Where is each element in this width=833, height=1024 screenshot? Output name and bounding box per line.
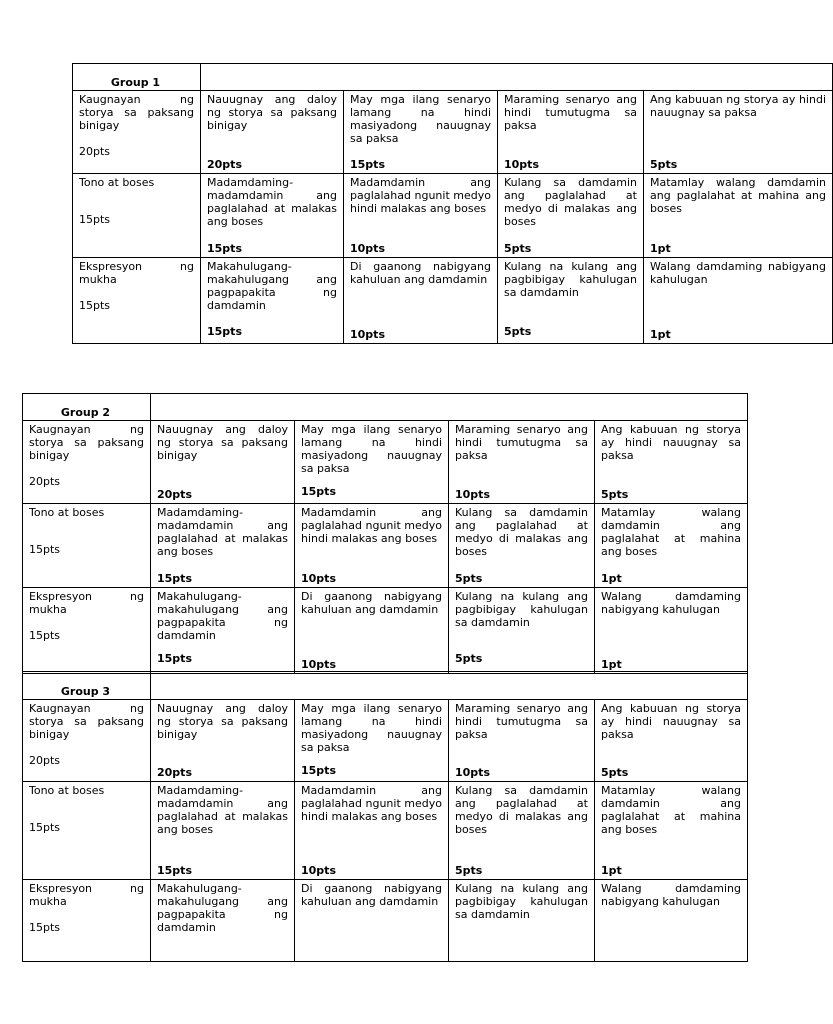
rubric-description: Ang kabuuan ng storya ay hindi nauugnay sa paksa [601,702,741,741]
rubric-description: Matamlay walang damdamin ang paglalahat at mahina ang boses [601,784,741,836]
rubric-points: 15pts [301,764,336,777]
rubric-description: Kulang sa damdamin ang paglalahad at medyo di malakas ang boses [504,176,637,228]
criterion-name: Ekspresyon ng mukha [79,260,194,286]
group-header [73,64,201,91]
rubric-description: May mga ilang senaryo lamang na hindi masiyadong nauugnay sa paksa [301,702,442,754]
rubric-cell [449,880,595,962]
rubric-points: 15pts [301,485,336,498]
criterion-name: Kaugnayan ng storya sa paksang binigay [29,423,144,462]
rubric-cell [449,588,595,674]
header-blank-cell [201,64,833,91]
criterion-name: Tono at boses [29,784,105,797]
header-blank-cell [151,672,748,700]
rubric-description: Kulang na kulang ang pagbibigay kahulugan sa damdamin [455,590,588,629]
rubric-cell [644,258,833,344]
rubric-description: Makahulugang-makahulugang ang pagpapakita ng damdamin [157,590,288,642]
criterion-points: 15pts [29,629,61,642]
rubric-description: Madamdaming-madamdamin ang paglalahad at malakas ang boses [207,176,337,228]
rubric-cell [295,782,449,880]
rubric-description: Matamlay walang damdamin ang paglalahat at mahina ang boses [650,176,826,215]
rubric-cell [344,174,498,258]
rubric-points: 5pts [601,488,629,501]
rubric-description: Nauugnay ang daloy ng storya sa paksang binigay [157,702,288,741]
rubric-description: Walang damdaming nabigyang kahulugan [650,260,826,286]
rubric-cell [201,174,344,258]
rubric-cell [595,880,748,962]
rubric-description: Madamdamin ang paglalahad ngunit medyo hindi malakas ang boses [350,176,491,215]
rubric-table-group-1 [72,63,833,344]
rubric-points: 10pts [455,766,490,779]
group-title: Group 1 [110,76,161,89]
criterion-name: Kaugnayan ng storya sa paksang binigay [79,93,194,132]
rubric-cell [595,504,748,588]
rubric-points: 15pts [350,158,385,171]
rubric-description: May mga ilang senaryo lamang na hindi masiyadong nauugnay sa paksa [301,423,442,475]
rubric-cell [151,588,295,674]
rubric-table-group-3 [22,671,748,962]
group-header [23,394,151,421]
rubric-points: 20pts [157,766,192,779]
rubric-points: 1pt [650,328,671,341]
rubric-points: 10pts [350,328,385,341]
rubric-description: Kulang sa damdamin ang paglalahad at medyo di malakas ang boses [455,784,588,836]
rubric-points: 1pt [601,864,622,877]
rubric-description: Di gaanong nabigyang kahuluan ang damdamin [301,882,442,908]
rubric-cell [151,421,295,504]
rubric-points: 10pts [301,864,336,877]
rubric-cell [151,700,295,782]
rubric-cell [498,258,644,344]
criterion-points: 15pts [79,299,111,312]
rubric-description: Madamdaming-madamdamin ang paglalahad at malakas ang boses [157,784,288,836]
rubric-points: 5pts [650,158,678,171]
rubric-cell [151,504,295,588]
rubric-description: Matamlay walang damdamin ang paglalahat at mahina ang boses [601,506,741,558]
rubric-description: Walang damdaming nabigyang kahulugan [601,882,741,908]
rubric-cell [449,421,595,504]
rubric-points: 5pts [455,864,483,877]
rubric-points: 1pt [650,242,671,255]
rubric-cell [498,91,644,174]
rubric-description: Makahulugang-makahulugang ang pagpapakita ng damdamin [207,260,337,312]
criterion-points: 20pts [29,475,61,488]
rubric-cell [201,91,344,174]
rubric-description: Kulang na kulang ang pagbibigay kahulugan sa damdamin [455,882,588,921]
rubric-cell [295,504,449,588]
group-header [23,672,151,700]
rubric-description: Di gaanong nabigyang kahuluan ang damdamin [350,260,491,286]
rubric-points: 15pts [157,652,192,665]
rubric-points: 15pts [207,242,242,255]
rubric-points: 20pts [157,488,192,501]
rubric-points: 20pts [207,158,242,171]
criterion-points: 15pts [29,821,61,834]
rubric-points: 10pts [455,488,490,501]
rubric-points: 5pts [504,325,532,338]
rubric-cell [151,782,295,880]
rubric-description: Madamdamin ang paglalahad ngunit medyo hindi malakas ang boses [301,506,442,545]
rubric-cell [595,782,748,880]
rubric-points: 10pts [301,572,336,585]
rubric-cell [498,174,644,258]
rubric-description: Di gaanong nabigyang kahuluan ang damdamin [301,590,442,616]
criterion-cell [23,504,151,588]
rubric-points: 5pts [455,572,483,585]
rubric-cell [295,588,449,674]
criterion-points: 15pts [79,213,111,226]
rubric-description: Maraming senaryo ang hindi tumutugma sa paksa [455,423,588,462]
rubric-points: 10pts [301,658,336,671]
rubric-cell [295,421,449,504]
rubric-points: 1pt [601,658,622,671]
rubric-description: Kulang sa damdamin ang paglalahad at medyo di malakas ang boses [455,506,588,558]
criterion-cell [23,782,151,880]
criterion-points: 15pts [29,921,61,934]
rubric-description: Madamdaming-madamdamin ang paglalahad at malakas ang boses [157,506,288,558]
rubric-table-group-2 [22,393,748,674]
criterion-cell [23,880,151,962]
group-title: Group 2 [60,406,111,419]
criterion-name: Ekspresyon ng mukha [29,590,144,616]
rubric-description: Makahulugang-makahulugang ang pagpapakita ng damdamin [157,882,288,934]
rubric-cell [449,782,595,880]
rubric-description: Maraming senaryo ang hindi tumutugma sa paksa [455,702,588,741]
rubric-cell [449,700,595,782]
criterion-name: Kaugnayan ng storya sa paksang binigay [29,702,144,741]
rubric-cell [595,421,748,504]
criterion-name: Ekspresyon ng mukha [29,882,144,908]
rubric-cell [644,91,833,174]
rubric-points: 10pts [504,158,539,171]
group-title: Group 3 [60,685,111,698]
rubric-description: May mga ilang senaryo lamang na hindi masiyadong nauugnay sa paksa [350,93,491,145]
criterion-cell [73,258,201,344]
rubric-description: Kulang na kulang ang pagbibigay kahulugan sa damdamin [504,260,637,299]
criterion-points: 20pts [79,145,111,158]
rubric-points: 15pts [157,864,192,877]
rubric-cell [344,258,498,344]
rubric-points: 5pts [455,652,483,665]
criterion-cell [73,91,201,174]
rubric-cell [295,880,449,962]
criterion-points: 20pts [29,754,61,767]
rubric-cell [595,700,748,782]
criterion-cell [23,421,151,504]
rubric-description: Nauugnay ang daloy ng storya sa paksang binigay [157,423,288,462]
rubric-cell [449,504,595,588]
criterion-cell [23,588,151,674]
criterion-points: 15pts [29,543,61,556]
rubric-points: 15pts [157,572,192,585]
rubric-cell [595,588,748,674]
rubric-cell [151,880,295,962]
rubric-description: Ang kabuuan ng storya ay hindi nauugnay sa paksa [601,423,741,462]
rubric-cell [344,91,498,174]
rubric-points: 15pts [207,325,242,338]
rubric-cell [295,700,449,782]
rubric-description: Walang damdaming nabigyang kahulugan [601,590,741,616]
criterion-name: Tono at boses [29,506,105,519]
rubric-description: Maraming senaryo ang hindi tumutugma sa paksa [504,93,637,132]
rubric-description: Ang kabuuan ng storya ay hindi nauugnay sa paksa [650,93,826,119]
rubric-points: 10pts [350,242,385,255]
rubric-points: 5pts [601,766,629,779]
rubric-points: 1pt [601,572,622,585]
criterion-cell [73,174,201,258]
header-blank-cell [151,394,748,421]
rubric-description: Nauugnay ang daloy ng storya sa paksang binigay [207,93,337,132]
rubric-description: Madamdamin ang paglalahad ngunit medyo hindi malakas ang boses [301,784,442,823]
rubric-cell [201,258,344,344]
rubric-cell [644,174,833,258]
rubric-points: 5pts [504,242,532,255]
criterion-cell [23,700,151,782]
criterion-name: Tono at boses [79,176,155,189]
